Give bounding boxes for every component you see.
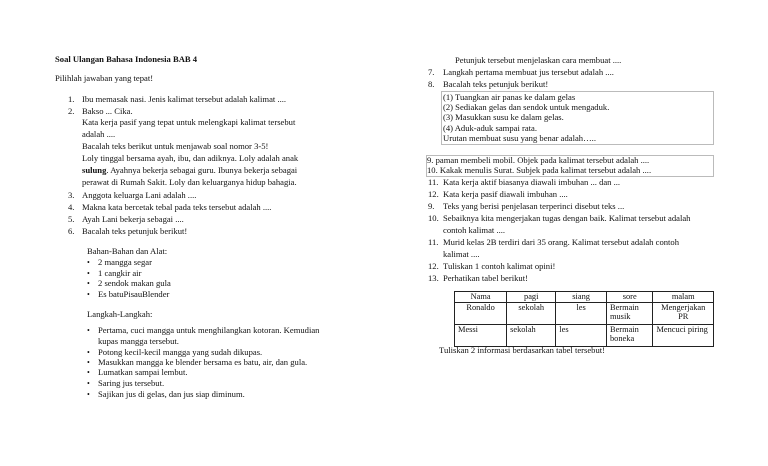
table-row (455, 302, 714, 324)
bullet-icon: • (87, 379, 90, 388)
table-cell: Messi (455, 324, 507, 346)
bullet-icon: • (87, 358, 90, 367)
box-line: (1) Tuangkan air panas ke dalam gelas (443, 92, 576, 102)
q11b-number: 11. (428, 237, 439, 247)
q11b-line1: Murid kelas 2B terdiri dari 35 orang. Kalimat tersebut adalah contoh (443, 237, 680, 247)
schedule-table (454, 291, 714, 347)
bullet-icon: • (87, 390, 90, 399)
q2-line2: Kata kerja pasif yang tepat untuk melengkapi kalimat tersebut (82, 117, 296, 127)
instruction: Pilihlah jawaban yang tepat! (55, 73, 154, 83)
table-header-cell: siang (556, 292, 607, 303)
document-title: Soal Ulangan Bahasa Indonesia BAB 4 (55, 54, 198, 64)
table-header-row (455, 292, 714, 303)
step-item: Masukkan mangga ke blender bersama es batu, air, dan gula. (98, 357, 308, 367)
step-item: Lumatkan sampai lembut. (98, 367, 188, 377)
table-cell: les (556, 302, 607, 324)
bullet-icon: • (87, 258, 90, 267)
step-item-continued: kupas mangga tersebut. (98, 336, 179, 346)
table-cell: Mencuci piring (653, 324, 714, 346)
q10b-line2: contoh kalimat .... (443, 225, 506, 235)
q1-number: 1. (68, 94, 75, 104)
q12b-number: 12. (428, 261, 439, 271)
q6-number: 6. (68, 226, 75, 236)
table-cell: sekolah (507, 324, 556, 346)
step-item: Pertama, cuci mangga untuk menghilangkan kotoran. Kemudian (98, 325, 320, 335)
q9b-text: Teks yang berisi penjelasan terperinci disebut teks ... (443, 201, 625, 211)
passage-line3: perawat di Rumah Sakit. Loly dan keluarganya hidup bahagia. (82, 177, 297, 187)
bold-word: sulung (82, 165, 107, 175)
ingredient-item: 1 cangkir air (98, 268, 142, 278)
steps-title: Langkah-Langkah: (87, 309, 153, 319)
q10b-line1: Sebaiknya kita mengerjakan tugas dengan baik. Kalimat tersebut adalah (443, 213, 691, 223)
step-item: Saring jus tersebut. (98, 378, 165, 388)
table-header-cell: sore (606, 292, 652, 303)
q2-number: 2. (68, 106, 75, 116)
q5-text: Ayah Lani bekerja sebagai .... (82, 214, 184, 224)
bullet-icon: • (87, 368, 90, 377)
table-header-cell: Nama (455, 292, 507, 303)
table-cell: les (556, 324, 607, 346)
bullet-icon: • (87, 269, 90, 278)
table-cell: Mengerjakan PR (653, 302, 714, 324)
bullet-icon: • (87, 326, 90, 335)
passage-line1: Loly tinggal bersama ayah, ibu, dan adiknya. Loly adalah anak (82, 153, 299, 163)
table-row (455, 324, 714, 346)
q7-text: Langkah pertama membuat jus tersebut adalah .... (443, 67, 614, 77)
ingredient-item: Es batuPisauBlender (98, 289, 170, 299)
ingredient-item: 2 mangga segar (98, 257, 152, 267)
q13-text: Perhatikan tabel berikut! (443, 273, 528, 283)
q3-number: 3. (68, 190, 75, 200)
table-cell: Ronaldo (455, 302, 507, 324)
bullet-icon: • (87, 348, 90, 357)
q5-number: 5. (68, 214, 75, 224)
q3-text: Anggota keluarga Lani adalah .... (82, 190, 197, 200)
q12-text: Kata kerja pasif diawali imbuhan .... (443, 189, 568, 199)
passage-line2-rest: . Ayahnya bekerja sebagai guru. Ibunya bekerja sebagai (106, 165, 298, 175)
bullet-icon: • (87, 290, 90, 299)
q8-number: 8. (428, 79, 435, 89)
box-line: (2) Sediakan gelas dan sendok untuk mengaduk. (443, 102, 610, 112)
q13-number: 13. (428, 273, 439, 283)
box-line: (3) Masukkan susu ke dalam gelas. (443, 112, 564, 122)
q10a-text: 10. Kakak menulis Surat. Subjek pada kalimat tersebut adalah .... (427, 165, 652, 175)
q4-number: 4. (68, 202, 75, 212)
passage-intro: Bacalah teks berikut untuk menjawab soal nomor 3-5! (82, 141, 269, 151)
q7-number: 7. (428, 67, 435, 77)
q8-text: Bacalah teks petunjuk berikut! (443, 79, 549, 89)
table-instruction: Tuliskan 2 informasi berdasarkan tabel tersebut! (439, 345, 606, 355)
q12-number: 12. (428, 189, 439, 199)
ingredients-title: Bahan-Bahan dan Alat: (87, 246, 168, 256)
table-header-cell: pagi (507, 292, 556, 303)
step-item: Sajikan jus di gelas, dan jus siap diminum. (98, 389, 245, 399)
q9a-text: 9. paman membeli mobil. Objek pada kalimat tersebut adalah .... (427, 155, 650, 165)
table-cell: Bermain musik (606, 302, 652, 324)
table-cell: Bermain boneka (606, 324, 652, 346)
q9b-number: 9. (428, 201, 435, 211)
ingredient-item: 2 sendok makan gula (98, 278, 171, 288)
q2-line3: adalah .... (82, 129, 116, 139)
q4-text: Makna kata bercetak tebal pada teks tersebut adalah .... (82, 202, 272, 212)
q6-continuation: Petunjuk tersebut menjelaskan cara membuat .... (455, 55, 622, 65)
q1-text: Ibu memasak nasi. Jenis kalimat tersebut adalah kalimat .... (82, 94, 287, 104)
bullet-icon: • (87, 279, 90, 288)
q11-text: Kata kerja aktif biasanya diawali imbuhan ... dan ... (443, 177, 621, 187)
q10b-number: 10. (428, 213, 439, 223)
q11b-line2: kalimat .... (443, 249, 480, 259)
step-item: Potong kecil-kecil mangga yang sudah dikupas. (98, 347, 263, 357)
box-line: Urutan membuat susu yang benar adalah….. (443, 133, 596, 143)
q6-text: Bacalah teks petunjuk berikut! (82, 226, 188, 236)
q11-number: 11. (428, 177, 439, 187)
q2-line1: Bakso ... Cika. (82, 106, 133, 116)
passage-line2 (82, 165, 297, 176)
q12b-text: Tuliskan 1 contoh kalimat opini! (443, 261, 556, 271)
box-line: (4) Aduk-aduk sampai rata. (443, 123, 538, 133)
table-header-cell: malam (653, 292, 714, 303)
table-cell: sekolah (507, 302, 556, 324)
